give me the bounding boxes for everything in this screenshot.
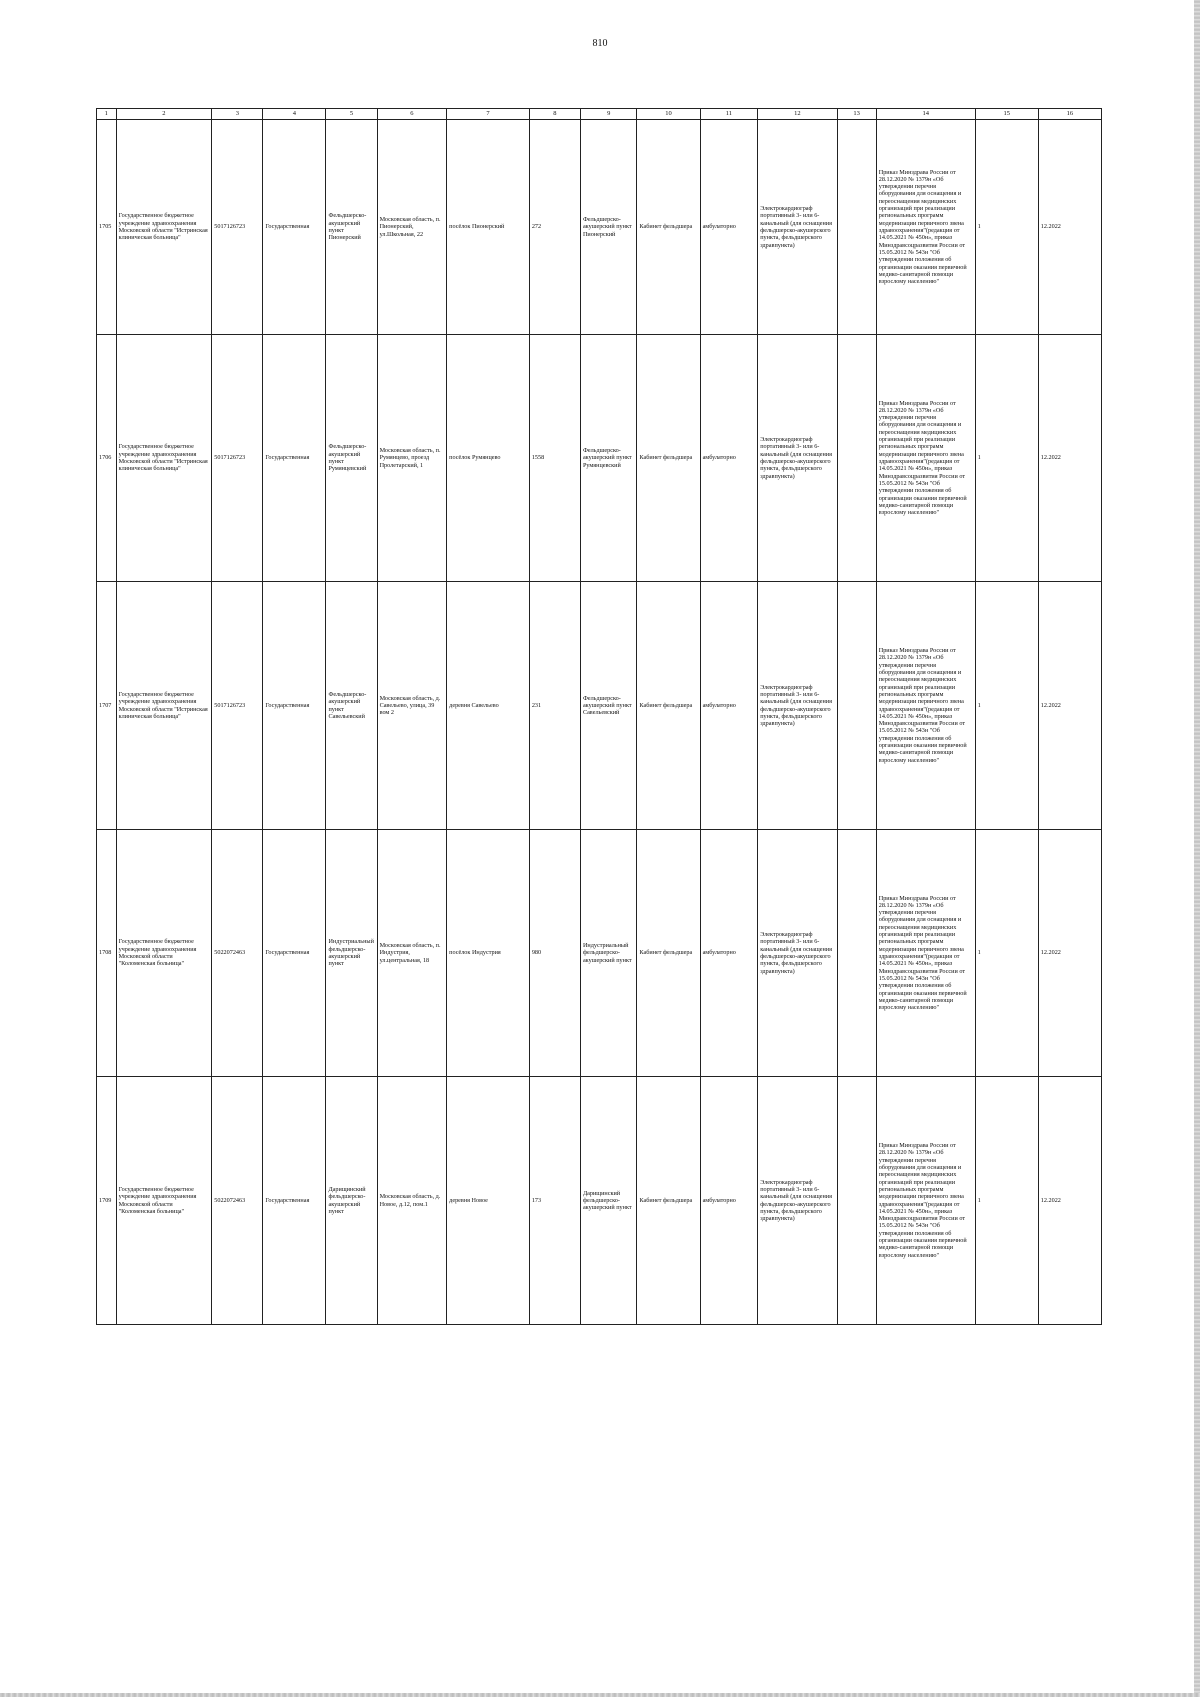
- page-number: 810: [592, 38, 608, 49]
- quantity-cell: 1: [975, 120, 1038, 335]
- inn-cell: 5022072463: [212, 830, 263, 1077]
- column-header: 7: [447, 109, 530, 120]
- column-header: 10: [637, 109, 700, 120]
- ownership-cell: Государственная: [263, 830, 326, 1077]
- column-header: 11: [700, 109, 758, 120]
- unit-cell: Индустриальный фельдшерско-акушерский пункт: [580, 830, 637, 1077]
- column-header: 4: [263, 109, 326, 120]
- date-cell: 12.2022: [1038, 1077, 1101, 1325]
- address-cell: Московская область, д. Савельево, улица, 39 вом 2: [377, 582, 447, 830]
- equipment-cell: Электрокардиограф портативный 3- или 6-канальный (для оснащения фельдшерско-акушерского пункта, фельдшерского здравпункта): [758, 830, 837, 1077]
- legal-basis-cell: Приказ Минздрава России от 28.12.2020 № 1379н «Об утверждении перечня оборудования для оснащения и переоснащения медицинских организаций при реализации региональных программ модернизации первичного звена здравоохранения"(редакция от 14.05.2021 № 450н», приказ Минздравсоцразвития России от 15.05.2012 № 543н "Об утверждении положения об организации оказания первичной медико-санитарной помощи взрослому населению": [876, 830, 975, 1077]
- population-cell: 173: [529, 1077, 580, 1325]
- table-row: [97, 120, 1102, 335]
- settlement-cell: деревня Новое: [447, 1077, 530, 1325]
- unit-cell: Дарищинский фельдшерско-акушерский пункт: [580, 1077, 637, 1325]
- care-type-cell: амбулаторно: [700, 335, 758, 582]
- facility-cell: Фельдшерско-акушерский пункт Румянцевский: [326, 335, 377, 582]
- equipment-registry-table: [96, 108, 1102, 1325]
- column-header: 9: [580, 109, 637, 120]
- population-cell: 1558: [529, 335, 580, 582]
- organization-cell: Государственное бюджетное учреждение здравоохранения Московской области "Коломенская больница": [116, 1077, 212, 1325]
- legal-basis-cell: Приказ Минздрава России от 28.12.2020 № 1379н «Об утверждении перечня оборудования для оснащения и переоснащения медицинских организаций при реализации региональных программ модернизации первичного звена здравоохранения"(редакция от 14.05.2021 № 450н», приказ Минздравсоцразвития России от 15.05.2012 № 543н "Об утверждении положения об организации оказания первичной медико-санитарной помощи взрослому населению": [876, 582, 975, 830]
- column-header: 15: [975, 109, 1038, 120]
- facility-cell: Фельдшерско-акушерский пункт Пионерский: [326, 120, 377, 335]
- column-number-row: [97, 109, 1102, 120]
- room-cell: Кабинет фельдшера: [637, 120, 700, 335]
- column-header: 6: [377, 109, 447, 120]
- row-number-cell: 1708: [97, 830, 117, 1077]
- equipment-cell: Электрокардиограф портативный 3- или 6-канальный (для оснащения фельдшерско-акушерского пункта, фельдшерского здравпункта): [758, 582, 837, 830]
- inn-cell: 5022072463: [212, 1077, 263, 1325]
- care-type-cell: амбулаторно: [700, 120, 758, 335]
- legal-basis-cell: Приказ Минздрава России от 28.12.2020 № 1379н «Об утверждении перечня оборудования для оснащения и переоснащения медицинских организаций при реализации региональных программ модернизации первичного звена здравоохранения"(редакция от 14.05.2021 № 450н», приказ Минздравсоцразвития России от 15.05.2012 № 543н "Об утверждении положения об организации оказания первичной медико-санитарной помощи взрослому населению": [876, 1077, 975, 1325]
- organization-cell: Государственное бюджетное учреждение здравоохранения Московской области "Коломенская больница": [116, 830, 212, 1077]
- scan-bottom-artifact: [0, 1693, 1200, 1697]
- quantity-cell: 1: [975, 582, 1038, 830]
- facility-cell: Фельдшерско-акушерский пункт Савельевский: [326, 582, 377, 830]
- room-cell: Кабинет фельдшера: [637, 1077, 700, 1325]
- population-cell: 231: [529, 582, 580, 830]
- column-header: 8: [529, 109, 580, 120]
- ownership-cell: Государственная: [263, 582, 326, 830]
- column-13-cell: [837, 335, 876, 582]
- row-number-cell: 1709: [97, 1077, 117, 1325]
- room-cell: Кабинет фельдшера: [637, 335, 700, 582]
- settlement-cell: деревня Савельево: [447, 582, 530, 830]
- scan-edge-artifact: [1194, 0, 1200, 1697]
- care-type-cell: амбулаторно: [700, 830, 758, 1077]
- ownership-cell: Государственная: [263, 1077, 326, 1325]
- date-cell: 12.2022: [1038, 120, 1101, 335]
- row-number-cell: 1707: [97, 582, 117, 830]
- column-13-cell: [837, 1077, 876, 1325]
- organization-cell: Государственное бюджетное учреждение здравоохранения Московской области "Истринская клиническая больница": [116, 120, 212, 335]
- legal-basis-cell: Приказ Минздрава России от 28.12.2020 № 1379н «Об утверждении перечня оборудования для оснащения и переоснащения медицинских организаций при реализации региональных программ модернизации первичного звена здравоохранения"(редакция от 14.05.2021 № 450н», приказ Минздравсоцразвития России от 15.05.2012 № 543н "Об утверждении положения об организации оказания первичной медико-санитарной помощи взрослому населению": [876, 120, 975, 335]
- column-header: 16: [1038, 109, 1101, 120]
- quantity-cell: 1: [975, 830, 1038, 1077]
- equipment-cell: Электрокардиограф портативный 3- или 6-канальный (для оснащения фельдшерско-акушерского пункта, фельдшерского здравпункта): [758, 120, 837, 335]
- column-13-cell: [837, 830, 876, 1077]
- ownership-cell: Государственная: [263, 335, 326, 582]
- facility-cell: Дарищинский фельдшерско-акушерский пункт: [326, 1077, 377, 1325]
- care-type-cell: амбулаторно: [700, 582, 758, 830]
- inn-cell: 5017126723: [212, 582, 263, 830]
- table-row: [97, 1077, 1102, 1325]
- row-number-cell: 1706: [97, 335, 117, 582]
- column-13-cell: [837, 120, 876, 335]
- settlement-cell: посёлок Пионерский: [447, 120, 530, 335]
- facility-cell: Индустриальный фельдшерско-акушерский пункт: [326, 830, 377, 1077]
- date-cell: 12.2022: [1038, 335, 1101, 582]
- population-cell: 272: [529, 120, 580, 335]
- address-cell: Московская область, п. Индустрия, ул.центральная, 18: [377, 830, 447, 1077]
- column-header: 2: [116, 109, 212, 120]
- table-row: [97, 335, 1102, 582]
- column-header: 3: [212, 109, 263, 120]
- settlement-cell: посёлок Индустрия: [447, 830, 530, 1077]
- unit-cell: Фельдшерско-акушерский пункт Румянцевский: [580, 335, 637, 582]
- equipment-cell: Электрокардиограф портативный 3- или 6-канальный (для оснащения фельдшерско-акушерского пункта, фельдшерского здравпункта): [758, 1077, 837, 1325]
- organization-cell: Государственное бюджетное учреждение здравоохранения Московской области "Истринская клиническая больница": [116, 582, 212, 830]
- room-cell: Кабинет фельдшера: [637, 582, 700, 830]
- date-cell: 12.2022: [1038, 582, 1101, 830]
- column-header: 12: [758, 109, 837, 120]
- column-13-cell: [837, 582, 876, 830]
- table-row: [97, 830, 1102, 1077]
- ownership-cell: Государственная: [263, 120, 326, 335]
- inn-cell: 5017126723: [212, 120, 263, 335]
- care-type-cell: амбулаторно: [700, 1077, 758, 1325]
- room-cell: Кабинет фельдшера: [637, 830, 700, 1077]
- inn-cell: 5017126723: [212, 335, 263, 582]
- row-number-cell: 1705: [97, 120, 117, 335]
- address-cell: Московская область, д. Новое, д.12, пом.1: [377, 1077, 447, 1325]
- address-cell: Московская область, п. Пионерский, ул.Школьная, 22: [377, 120, 447, 335]
- column-header: 14: [876, 109, 975, 120]
- column-header: 13: [837, 109, 876, 120]
- column-header: 1: [97, 109, 117, 120]
- unit-cell: Фельдшерско-акушерский пункт Пионерский: [580, 120, 637, 335]
- unit-cell: Фельдшерско-акушерский пункт Савельевский: [580, 582, 637, 830]
- column-header: 5: [326, 109, 377, 120]
- population-cell: 980: [529, 830, 580, 1077]
- organization-cell: Государственное бюджетное учреждение здравоохранения Московской области "Истринская клиническая больница": [116, 335, 212, 582]
- quantity-cell: 1: [975, 335, 1038, 582]
- equipment-cell: Электрокардиограф портативный 3- или 6-канальный (для оснащения фельдшерско-акушерского пункта, фельдшерского здравпункта): [758, 335, 837, 582]
- settlement-cell: посёлок Румянцево: [447, 335, 530, 582]
- date-cell: 12.2022: [1038, 830, 1101, 1077]
- quantity-cell: 1: [975, 1077, 1038, 1325]
- address-cell: Московская область, п. Румянцево, проезд Пролетарский, 1: [377, 335, 447, 582]
- table-row: [97, 582, 1102, 830]
- legal-basis-cell: Приказ Минздрава России от 28.12.2020 № 1379н «Об утверждении перечня оборудования для оснащения и переоснащения медицинских организаций при реализации региональных программ модернизации первичного звена здравоохранения"(редакция от 14.05.2021 № 450н», приказ Минздравсоцразвития России от 15.05.2012 № 543н "Об утверждении положения об организации оказания первичной медико-санитарной помощи взрослому населению": [876, 335, 975, 582]
